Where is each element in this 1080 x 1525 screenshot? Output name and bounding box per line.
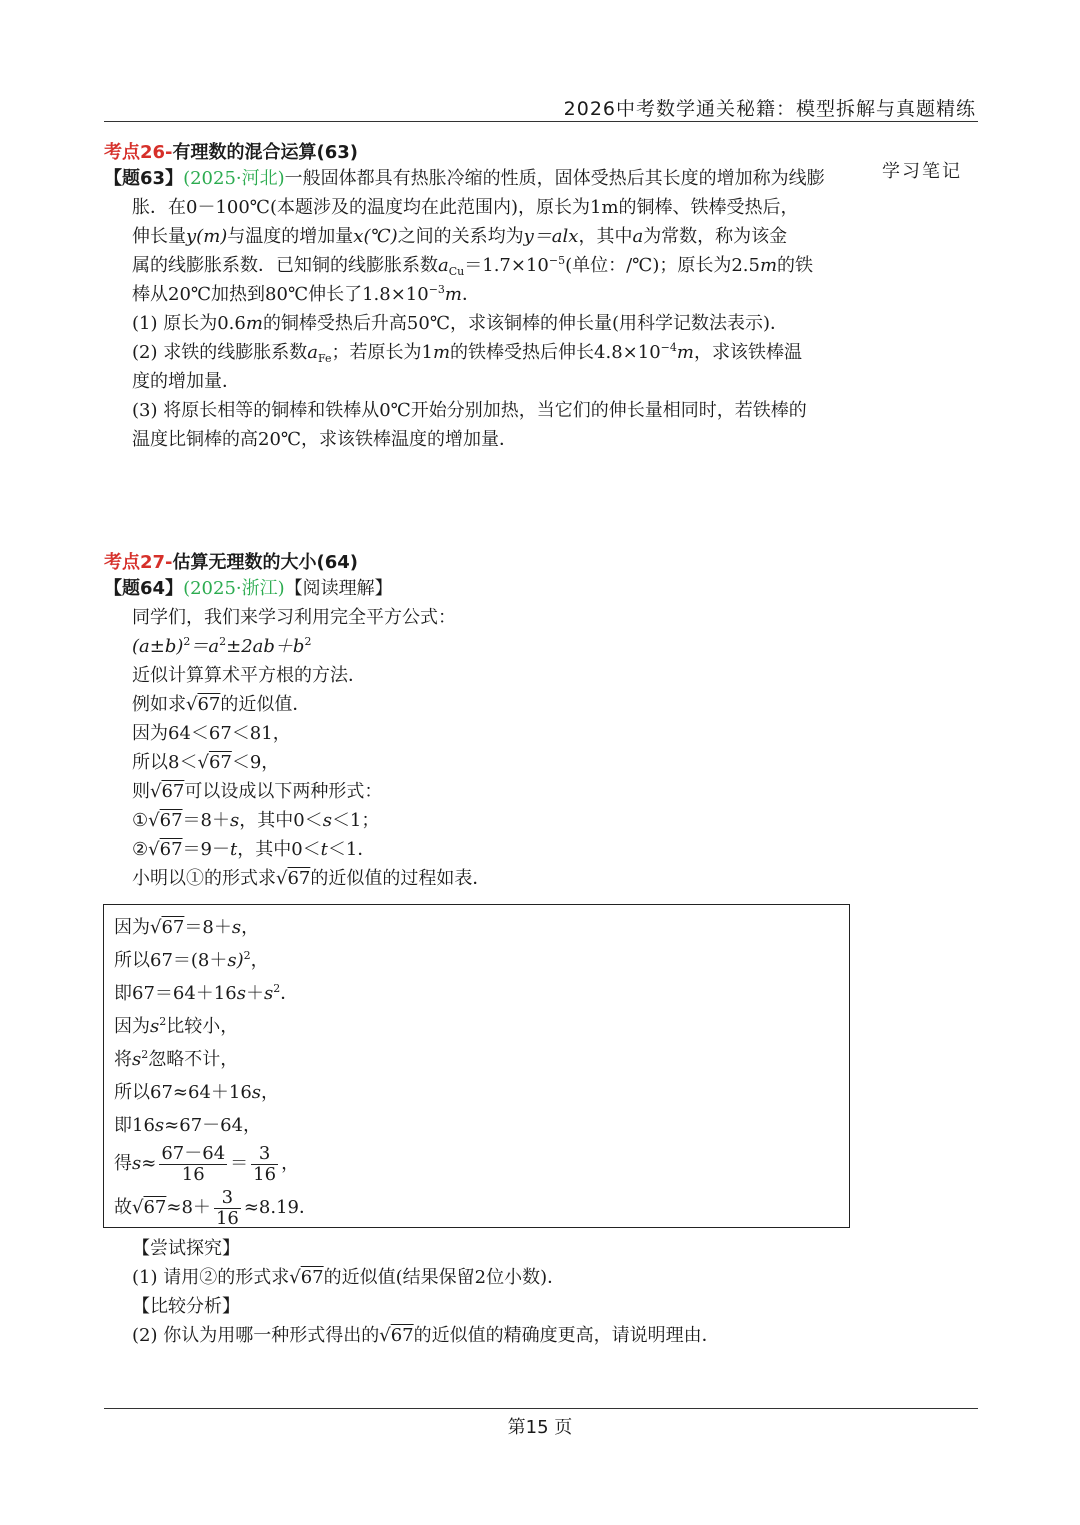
text: 因为64＜67＜81，	[132, 723, 291, 744]
text: 得	[114, 1153, 132, 1174]
text: 的近似值(结果保留2位小数)．	[323, 1267, 566, 1288]
denominator: 16	[215, 1207, 239, 1229]
text: ＝8＋	[184, 917, 232, 938]
text: (单位：/℃)；原长为2.5	[565, 255, 760, 276]
text: ≈8.19．	[243, 1197, 318, 1218]
box-line-2	[114, 944, 317, 977]
question-tag: 【题64】	[104, 578, 184, 599]
math: s	[229, 810, 240, 831]
section-27-heading	[104, 548, 358, 574]
q63-line-3	[104, 222, 854, 251]
sqrt-67: 67	[159, 810, 183, 831]
text: ；若原长为1	[331, 342, 433, 363]
text: 将	[114, 1049, 132, 1070]
math: −3	[428, 283, 445, 296]
math: 2	[304, 635, 312, 648]
header-title: 2026中考数学通关秘籍：模型拆解与真题精练	[563, 98, 976, 120]
math: m	[676, 342, 694, 363]
box-line-1: 因为√67＝8＋s，	[114, 917, 260, 938]
text: ＝8＋	[182, 810, 230, 831]
math: s	[251, 1082, 262, 1103]
sqrt-67: 67	[143, 1197, 167, 1218]
q64-l8: ①√67＝8＋s，其中0＜s＜1；	[132, 810, 380, 831]
math: a	[632, 226, 644, 247]
text: (2) 求铁的线膨胀系数	[132, 342, 308, 363]
study-notes-label: 学习笔记	[882, 161, 962, 182]
math: m	[432, 342, 451, 363]
text: 所以67＝(8＋	[114, 950, 228, 971]
sqrt-67: 67	[390, 1325, 414, 1346]
q64-l4: 例如求√67的近似值．	[132, 694, 311, 715]
text: ②	[132, 839, 149, 860]
fraction	[251, 1144, 278, 1185]
sqrt-67: 67	[208, 752, 232, 773]
text: 因为	[114, 1016, 150, 1037]
box-line-8: 得s≈ $\frac{67-64}{16}$ ＝ $\frac{3}{16}$ ，	[114, 1142, 300, 1185]
text: ＜9，	[231, 752, 280, 773]
text: ，其中0＜	[237, 839, 321, 860]
text: 即16	[114, 1115, 155, 1136]
question-tag: 【题63】	[104, 168, 184, 189]
compare-label: 【比较分析】	[132, 1296, 240, 1317]
math: a	[307, 342, 318, 363]
box-line-4	[114, 1010, 317, 1043]
text: 的铜棒受热后升高50℃，求该铜棒的伸长量(用科学记数法表示)．	[262, 313, 789, 334]
text: ＝9－	[182, 839, 230, 860]
text: ，	[261, 1082, 280, 1103]
question-63	[104, 164, 854, 454]
text: ，	[281, 1153, 300, 1174]
text: 的近似值的过程如表．	[310, 868, 491, 889]
math: Cu	[448, 265, 465, 278]
math: 2	[183, 635, 191, 648]
numerator: 67－64	[161, 1142, 226, 1164]
text: ≈67－64，	[164, 1115, 262, 1136]
question-type: 【阅读理解】	[284, 578, 393, 599]
section-26-heading	[104, 138, 358, 164]
text: 与温度的增加量	[227, 226, 354, 247]
text: 近似计算算术平方根的方法．	[132, 665, 366, 686]
math: ＝a	[190, 636, 220, 657]
text: 棒从20℃加热到80℃伸长了1.8×10	[132, 284, 429, 305]
text: ，求该铁棒温	[693, 342, 802, 363]
q64-l1	[104, 603, 854, 632]
box-line-6	[114, 1076, 317, 1109]
text: 之间的关系均为	[397, 226, 524, 247]
text: 伸长量	[132, 226, 186, 247]
fraction	[159, 1144, 227, 1185]
text: ，其中	[578, 226, 633, 247]
text: ＜1．	[327, 839, 376, 860]
q63-part-2-cont	[104, 367, 854, 396]
q63-part-3	[104, 396, 854, 425]
question-source: (2025·河北)	[183, 168, 285, 189]
math: t	[229, 839, 238, 860]
q63-line-4	[104, 251, 854, 280]
text: 的近似值的精确度更高，请说明理由．	[413, 1325, 720, 1346]
math: a	[438, 255, 449, 276]
box-line-7	[114, 1109, 317, 1142]
q64-formula	[104, 632, 854, 661]
text: (3) 将原长相等的铜棒和铁棒从0℃开始分别加热，当它们的伸长量相同时，若铁棒的	[132, 400, 807, 421]
math: 2	[219, 635, 227, 648]
sqrt-67: 67	[161, 781, 185, 802]
math: s	[236, 983, 246, 1004]
box-line-9: 故√67≈8＋ $\frac{3}{16}$ ≈8.19．	[114, 1186, 318, 1229]
text: 忽略不计，	[148, 1049, 239, 1070]
page-number: 第15 页	[507, 1417, 573, 1438]
header-divider	[104, 121, 978, 122]
text: 属的线膨胀系数．已知铜的线膨胀系数	[132, 255, 438, 276]
math: t	[320, 839, 328, 860]
text: 一般固体都具有热胀冷缩的性质，固体受热后其长度的增加称为线膨	[284, 168, 825, 189]
text: 胀．在0－100℃(本题涉及的温度均在此范围内)，原长为1m的铜棒、铁棒受热后，	[132, 197, 799, 218]
question-64-parts	[132, 1234, 852, 1350]
math: y＝alx	[523, 226, 579, 247]
q64-part-1: (1) 请用②的形式求√67的近似值(结果保留2位小数)．	[132, 1267, 566, 1288]
text: 所以8＜	[132, 752, 198, 773]
q64-l9: ②√67＝9－t，其中0＜t＜1．	[132, 839, 376, 860]
question-source: (2025·浙江)	[183, 578, 285, 599]
section-code: 考点27-	[104, 552, 173, 573]
sqrt-67: 67	[197, 694, 221, 715]
question-64	[104, 574, 854, 893]
denominator: 16	[253, 1163, 277, 1185]
text: ，	[241, 917, 260, 938]
text: ①	[132, 810, 149, 831]
q64-l7: 则√67可以设成以下两种形式：	[132, 781, 383, 802]
math: 2	[141, 1048, 149, 1061]
text: 因为	[114, 917, 150, 938]
math: −4	[660, 341, 677, 354]
math: x(℃)	[353, 226, 398, 247]
q64-l3	[104, 661, 854, 690]
q63-part-1	[104, 309, 854, 338]
math: s	[132, 1153, 142, 1174]
q63-part-3-cont	[104, 425, 854, 454]
text: 例如求	[132, 694, 186, 715]
numerator: 3	[251, 1144, 278, 1165]
math: y(m)	[186, 226, 228, 247]
q63-line-2	[104, 193, 854, 222]
math: s	[231, 917, 242, 938]
math: −5	[548, 254, 566, 267]
denominator: 16	[181, 1163, 205, 1185]
text: ＜1；	[331, 810, 380, 831]
text: 故	[114, 1197, 132, 1218]
text: 的铁棒受热后伸长4.8×10	[450, 342, 661, 363]
q64-part-2: (2) 你认为用哪一种形式得出的√67的近似值的精确度更高，请说明理由．	[132, 1325, 720, 1346]
math: s	[150, 1016, 160, 1037]
math: m	[759, 255, 778, 276]
text: 小明以①的形式求	[132, 868, 276, 889]
text: 同学们，我们来学习利用完全平方公式：	[132, 607, 456, 628]
section-title: 估算无理数的大小(64)	[172, 552, 359, 573]
text: ≈8＋	[166, 1197, 211, 1218]
math: s	[132, 1049, 142, 1070]
text: 温度比铜棒的高20℃，求该铁棒温度的增加量．	[132, 429, 518, 450]
math: s)	[227, 950, 244, 971]
try-label: 【尝试探究】	[132, 1238, 240, 1259]
footer-divider	[104, 1408, 978, 1409]
text: ．	[462, 284, 480, 305]
text: (1) 请用②的形式求	[132, 1267, 290, 1288]
math: Fe	[317, 352, 332, 365]
math: m	[245, 313, 263, 334]
q63-part-2	[104, 338, 854, 367]
sqrt-67: 67	[287, 868, 311, 889]
q64-l10: 小明以①的形式求√67的近似值的过程如表．	[132, 868, 491, 889]
fraction	[214, 1188, 241, 1229]
text: 比较小，	[166, 1016, 239, 1037]
section-title: 有理数的混合运算(63)	[172, 142, 359, 163]
box-line-5	[114, 1043, 317, 1076]
sqrt-67: 67	[161, 917, 185, 938]
text: 的近似值．	[220, 694, 311, 715]
section-code: 考点26-	[104, 142, 173, 163]
text: (2) 你认为用哪一种形式得出的	[132, 1325, 380, 1346]
text: 为常数，称为该金	[643, 226, 788, 247]
q63-line-1	[104, 164, 854, 193]
worked-solution-box	[103, 904, 850, 1228]
text: 所以67≈64＋16	[114, 1082, 252, 1103]
text: 则	[132, 781, 150, 802]
q64-line-1	[104, 574, 854, 603]
math: s	[154, 1115, 165, 1136]
math: 2	[159, 1015, 167, 1028]
math: (a±b)	[132, 636, 184, 657]
q64-l5	[104, 719, 854, 748]
box-line-3	[114, 977, 317, 1010]
text: 度的增加量．	[132, 371, 240, 392]
numerator: 3	[214, 1188, 241, 1209]
math: m	[444, 284, 462, 305]
text: (1) 原长为0.6	[132, 313, 246, 334]
sqrt-67: 67	[300, 1267, 324, 1288]
math: ±2ab＋b	[226, 636, 305, 657]
text: ，其中0＜	[239, 810, 323, 831]
text: ＝1.7×10	[464, 255, 549, 276]
text: ＋	[245, 983, 264, 1004]
math: 2	[273, 982, 281, 995]
q64-l6: 所以8＜√67＜9，	[132, 752, 280, 773]
math: 2	[243, 949, 251, 962]
text: 的铁	[777, 255, 814, 276]
text: 即67＝64＋16	[114, 983, 237, 1004]
math: s	[322, 810, 332, 831]
sqrt-67: 67	[159, 839, 183, 860]
text: 可以设成以下两种形式：	[184, 781, 383, 802]
text: ．	[280, 983, 299, 1004]
q63-line-5	[104, 280, 854, 309]
math: s	[263, 983, 274, 1004]
text: ，	[250, 950, 269, 971]
